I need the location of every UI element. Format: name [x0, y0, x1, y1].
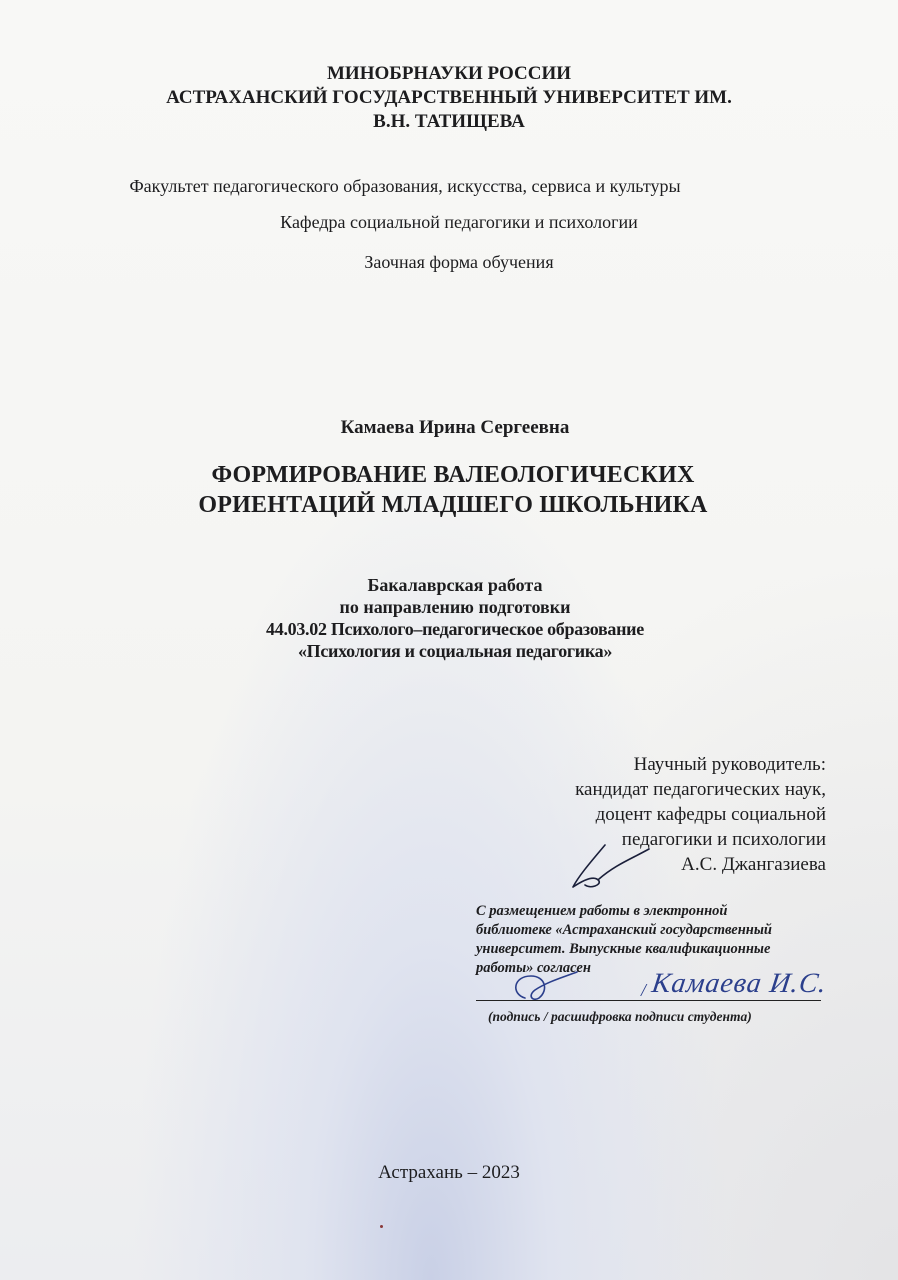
signature-caption: (подпись / расшифровка подписи студента) — [488, 1009, 752, 1024]
work-profile: «Психология и социальная педагогика» — [297, 641, 613, 661]
ink-dot — [380, 1225, 383, 1228]
supervisor-position-line2: педагогики и психологии — [621, 829, 826, 850]
city-year: Астрахань – 2023 — [378, 1162, 520, 1183]
student-signature — [505, 968, 585, 1008]
consent-line1: С размещением работы в электронной — [476, 903, 728, 919]
university-name-line1: АСТРАХАНСКИЙ ГОСУДАРСТВЕННЫЙ УНИВЕРСИТЕТ ИМ. — [166, 87, 732, 108]
supervisor-degree: кандидат педагогических наук, — [575, 779, 826, 800]
supervisor-label: Научный руководитель: — [633, 754, 826, 775]
work-direction: по направлению подготовки — [339, 597, 571, 617]
supervisor-name: А.С. Джангазиева — [681, 854, 826, 875]
supervisor-position-line1: доцент кафедры социальной — [595, 804, 826, 825]
consent-line4: работы» согласен — [476, 960, 591, 976]
ministry-name: МИНОБРНАУКИ РОССИИ — [326, 63, 572, 84]
thesis-title-line1: ФОРМИРОВАНИЕ ВАЛЕОЛОГИЧЕСКИХ — [211, 462, 695, 488]
thesis-title-line2: ОРИЕНТАЦИЙ МЛАДШЕГО ШКОЛЬНИКА — [198, 492, 708, 518]
supervisor-signature — [565, 835, 655, 895]
consent-line3: университет. Выпускные квалификационные — [476, 941, 771, 957]
faculty-name: Факультет педагогического образования, искусства, сервиса и культуры — [129, 176, 681, 196]
signature-separator: / — [641, 980, 647, 1000]
work-description — [6, 574, 898, 662]
study-form: Заочная форма обучения — [364, 252, 554, 272]
work-type: Бакалаврская работа — [367, 575, 543, 595]
thesis-title — [4, 460, 898, 520]
consent-statement — [476, 902, 836, 978]
consent-line2: библиотеке «Астраханский государственный — [476, 922, 772, 938]
university-name-line2: В.Н. ТАТИЩЕВА — [373, 111, 525, 132]
student-handwritten-name: Камаева И.С. — [649, 968, 829, 999]
author-name: Камаева Ирина Сергеевна — [340, 417, 570, 438]
institution-header — [0, 62, 898, 134]
work-code: 44.03.02 Психолого–педагогическое образование — [266, 619, 644, 639]
signature-line — [476, 1000, 821, 1001]
department-name: Кафедра социальной педагогики и психологии — [280, 212, 638, 232]
